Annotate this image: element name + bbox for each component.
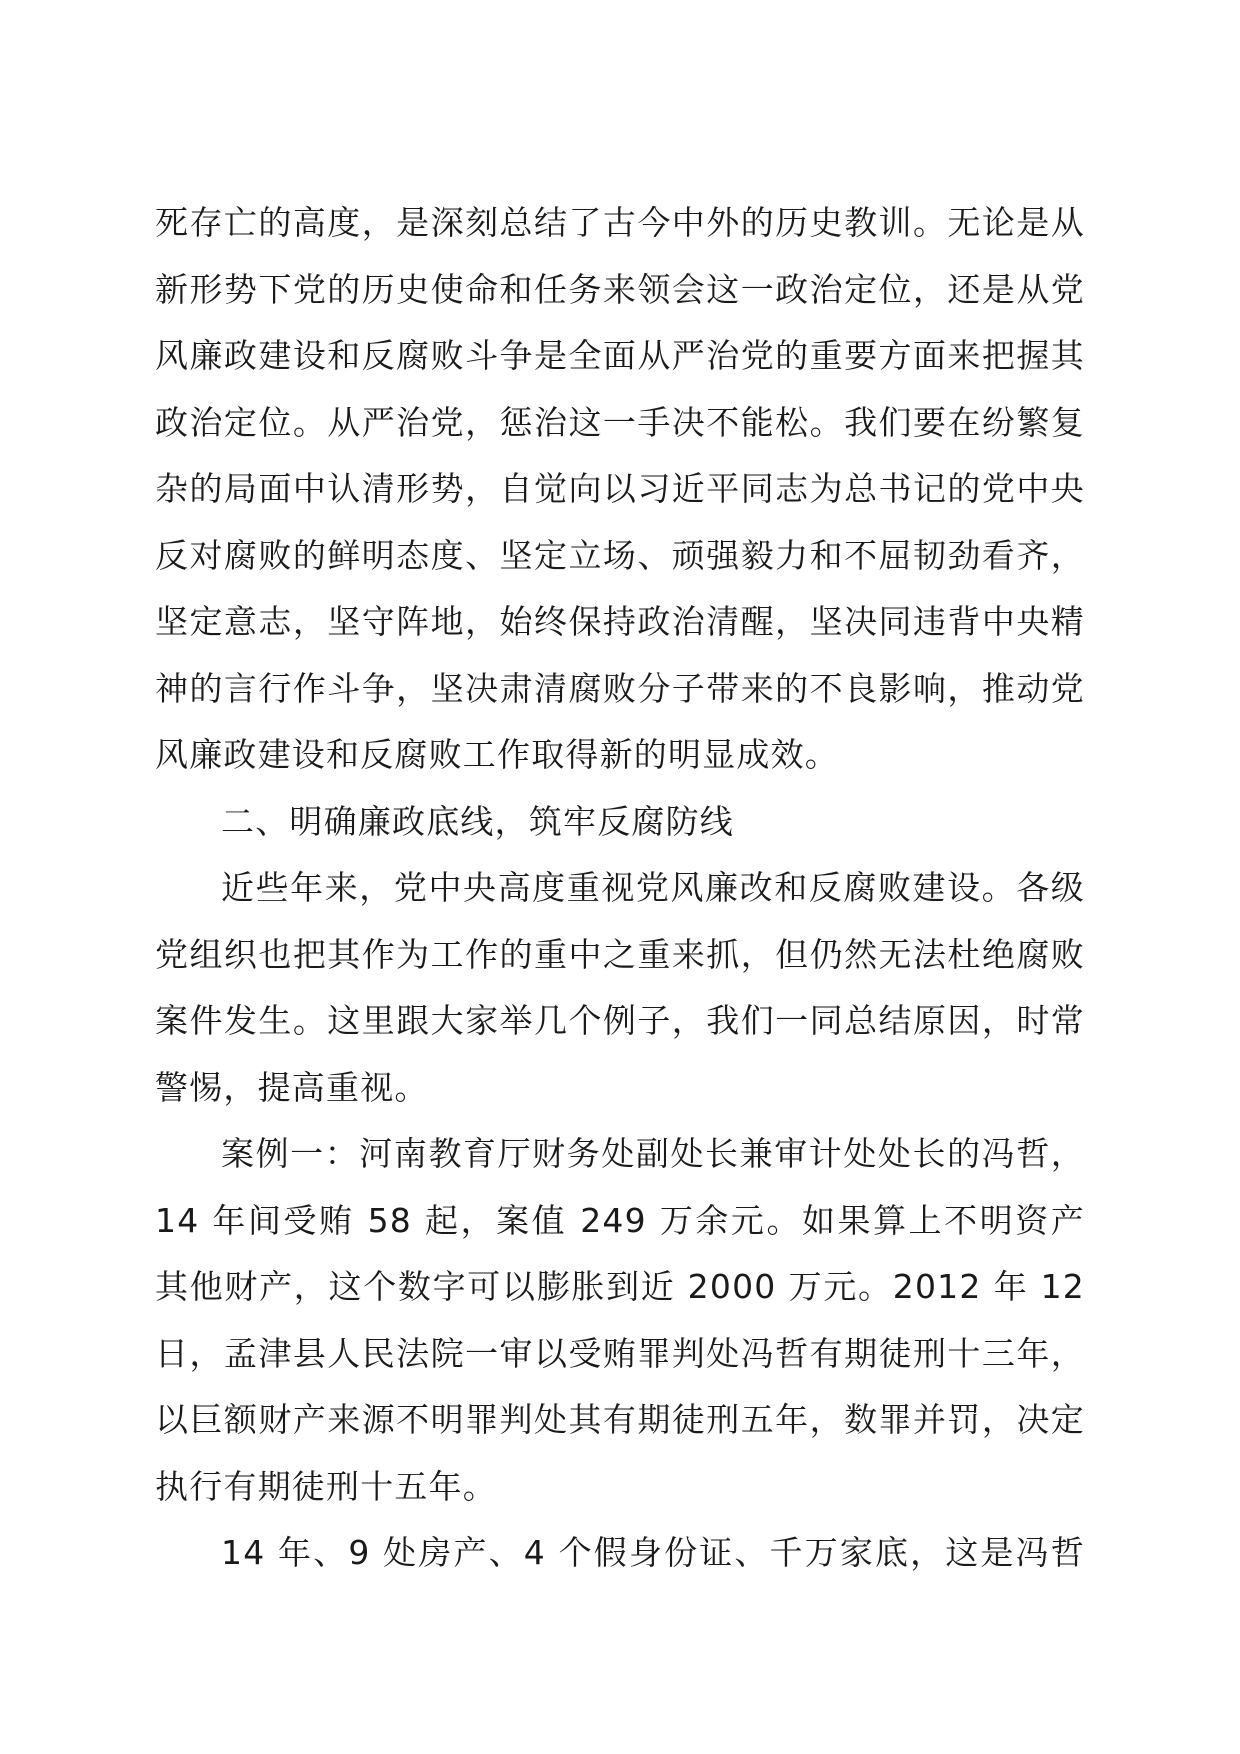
text-line: 警惕，提高重视。 [155, 1067, 429, 1107]
text-line: 反对腐败的鲜明态度、坚定立场、顽强毅力和不屈韧劲看齐， [155, 535, 1085, 575]
text-line: 政治定位。从严治党，惩治这一手决不能松。我们要在纷繁复 [155, 402, 1085, 442]
text-line: 14 年、9 处房产、4 个假身份证、千万家底，这是冯哲 [221, 1533, 1085, 1572]
text-line: 执行有期徒刑十五年。 [155, 1466, 497, 1506]
text-line: 党组织也把其作为工作的重中之重来抓，但仍然无法杜绝腐败 [155, 934, 1085, 974]
text-line: 风廉政建设和反腐败斗争是全面从严治党的重要方面来把握其 [155, 336, 1085, 375]
text-line: 坚定意志，坚守阵地，始终保持政治清醒，坚决同违背中央精 [155, 602, 1085, 641]
text-line: 案例一：河南教育厅财务处副处长兼审计处处长的冯哲， [221, 1134, 1085, 1173]
text-line: 神的言行作斗争，坚决肃清腐败分子带来的不良影响，推动党 [155, 668, 1085, 708]
text-line: 近些年来，党中央高度重视党风廉改和反腐败建设。各级 [221, 868, 1085, 907]
text-line: 日，孟津县人民法院一审以受贿罪判处冯哲有期徒刑十三年， [155, 1333, 1085, 1373]
text-line: 其他财产，这个数字可以膨胀到近 2000 万元。2012 年 12 [155, 1267, 1085, 1306]
text-line: 14 年间受贿 58 起，案值 249 万余元。如果算上不明资产 [155, 1200, 1085, 1240]
text-line: 杂的局面中认清形势，自觉向以习近平同志为总书记的党中央 [155, 469, 1085, 508]
document-body [155, 190, 1085, 1587]
text-line: 风廉政建设和反腐败工作取得新的明显成效。 [155, 735, 839, 774]
text-line: 死存亡的高度，是深刻总结了古今中外的历史教训。无论是从 [155, 203, 1085, 242]
text-line: 新形势下党的历史使命和任务来领会这一政治定位，还是从党 [155, 269, 1085, 309]
text-line: 二、明确廉政底线，筑牢反腐防线 [221, 801, 734, 841]
text-line: 以巨额财产来源不明罪判处其有期徒刑五年，数罪并罚，决定 [155, 1400, 1085, 1439]
text-line: 案件发生。这里跟大家举几个例子，我们一同总结原因，时常 [155, 1001, 1085, 1040]
